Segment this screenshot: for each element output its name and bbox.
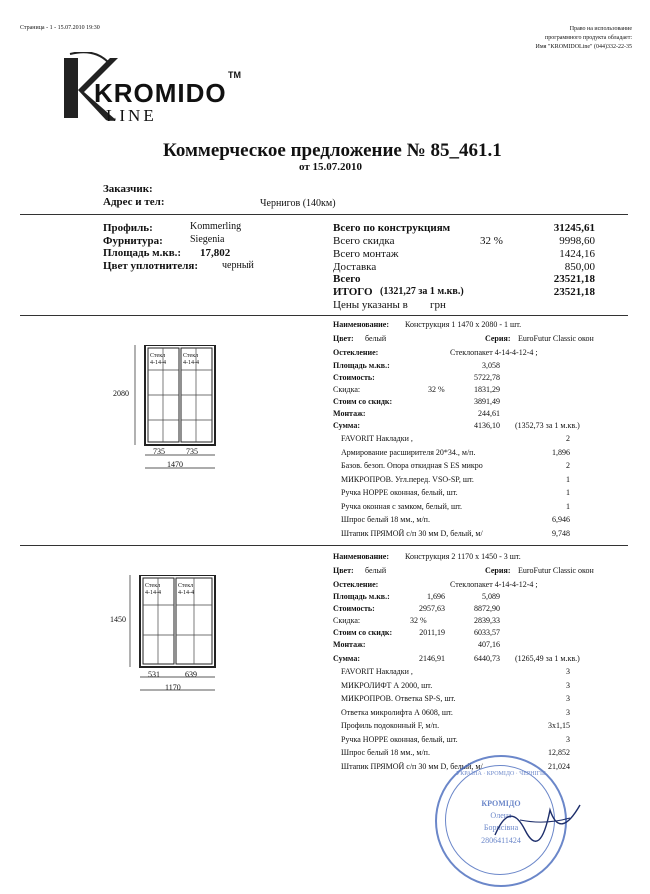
construction-2-height: 1450 xyxy=(110,615,126,624)
profile-label: Профиль: xyxy=(103,222,153,234)
c1-after-discount-value: 3891,49 xyxy=(474,397,500,406)
item-name: Ручка HOPPE оконная, белый, шт. xyxy=(341,488,458,497)
item-name: Профиль подоконный F, м/п. xyxy=(341,721,440,730)
page-title: Коммерческое предложение № 85_461.1 xyxy=(163,140,502,161)
construction-1-glass-label: Стекл xyxy=(183,353,199,359)
c1-name-label: Наименование: xyxy=(333,320,389,329)
construction-1-width-2: 735 xyxy=(186,447,198,456)
sum-value: 23521,18 xyxy=(553,273,595,285)
item-name: FAVORIT Накладки , xyxy=(341,434,413,443)
c1-color-value: белый xyxy=(365,334,387,343)
c1-glazing-value: Стеклопакет 4-14-4-12-4 ; xyxy=(450,348,538,357)
item-qty: 3 xyxy=(566,667,570,676)
sum-label: Всего xyxy=(333,273,361,285)
license-line-1: Право на использование xyxy=(569,26,632,32)
item-name: МИКРОПРОВ. Угл.перед. VSO-SP, шт. xyxy=(341,474,474,484)
page-line: Страница - 1 - 15.07.2010 19:30 xyxy=(20,25,100,31)
c1-color-label: Цвет: xyxy=(333,334,354,343)
construction-1-glass-label: 4-14-4 xyxy=(183,360,199,366)
c2-glazing-label: Остекление: xyxy=(333,580,379,589)
signature-icon xyxy=(490,790,590,850)
profile-value: Kommerling xyxy=(190,221,242,232)
discount-label: Всего скидка xyxy=(333,235,395,247)
item-name: Штапик ПРЯМОЙ с/п 30 мм D, белый, м/ xyxy=(341,528,483,538)
c1-series-value: EuroFutur Classic окон xyxy=(518,334,594,343)
divider xyxy=(20,214,628,215)
c2-montage-label: Монтаж: xyxy=(333,640,366,649)
c2-sum-value-total: 6440,73 xyxy=(474,654,500,663)
construction-1-glass-label: Стекл xyxy=(150,353,166,359)
c1-series-label: Серия: xyxy=(485,334,511,343)
c2-color-value: белый xyxy=(365,566,387,575)
total-constructions-label: Всего по конструкциям xyxy=(333,222,451,234)
c1-glazing-label: Остекление: xyxy=(333,348,379,357)
item-qty: 1 xyxy=(566,501,570,511)
c2-cost-value-unit: 2957,63 xyxy=(419,604,445,613)
license-line-2: программного продукта обладает: xyxy=(545,35,632,41)
c2-name-value: Конструкция 2 1170 x 1450 - 3 шт. xyxy=(405,552,521,561)
c1-discount-label: Скидка: xyxy=(333,385,361,394)
c1-area-value: 3,058 xyxy=(482,361,500,370)
construction-2-glass-label: Стекл xyxy=(178,583,194,589)
c2-sum-label: Сумма: xyxy=(333,654,360,663)
c2-discount-label: Скидка: xyxy=(333,616,361,625)
item-name: Шпрос белый 18 мм., м/п. xyxy=(341,515,430,524)
construction-1-width-total: 1470 xyxy=(167,460,183,469)
currency-label: Цены указаны в xyxy=(333,299,408,311)
area-value: 17,802 xyxy=(200,247,231,259)
hardware-value: Siegenia xyxy=(190,234,225,245)
c2-after-discount-label: Стоим со скидк: xyxy=(333,628,393,637)
area-label: Площадь м.кв.: xyxy=(103,247,182,259)
item-name: МИКРОПРОВ. Ответка SP-S, шт. xyxy=(341,694,456,703)
construction-2-glass-label: Стекл xyxy=(145,583,161,589)
c1-area-label: Площадь м.кв.: xyxy=(333,361,390,370)
item-name: МИКРОЛИФТ А 2000, шт. xyxy=(341,680,433,690)
itogo-per-m2: (1321,27 за 1 м.кв.) xyxy=(380,286,464,297)
stamp-line-3: Борисівна xyxy=(483,823,519,832)
construction-2-width-1: 531 xyxy=(148,670,160,679)
item-qty: 3 xyxy=(566,707,570,717)
stamp-line-4: 2806411424 xyxy=(481,836,521,845)
item-qty: 3 xyxy=(566,694,570,703)
c2-color-label: Цвет: xyxy=(333,566,354,575)
license-line-3: Имя "KROMIDOLine" (044)332-22-35 xyxy=(535,44,632,50)
construction-2-drawing xyxy=(110,575,230,705)
c2-name-label: Наименование: xyxy=(333,552,389,561)
address-label: Адрес и тел: xyxy=(103,196,165,208)
delivery-label: Доставка xyxy=(333,261,377,273)
construction-2-width-2: 639 xyxy=(185,670,197,679)
item-qty: 1,896 xyxy=(552,447,570,457)
currency-value: грн xyxy=(430,299,446,311)
c1-cost-value: 5722,78 xyxy=(474,373,500,382)
item-name: Штапик ПРЯМОЙ с/п 30 мм D, белый, м/ xyxy=(341,761,483,771)
divider xyxy=(20,545,628,546)
item-qty: 6,946 xyxy=(552,515,570,524)
itogo-label: ИТОГО xyxy=(333,286,373,298)
c2-discount-percent: 32 % xyxy=(410,616,427,625)
discount-value: 9998,60 xyxy=(559,235,595,247)
stamp-line-1: КРОМІДО xyxy=(481,799,521,808)
c1-after-discount-label: Стоим со скидк: xyxy=(333,397,393,406)
logo-line: LINE xyxy=(106,106,157,125)
construction-1-drawing xyxy=(110,345,230,475)
c2-cost-value-total: 8872,90 xyxy=(474,604,500,613)
address-value: Чернигов (140км) xyxy=(260,198,336,209)
logo-tm: TM xyxy=(228,70,241,80)
item-qty: 9,748 xyxy=(552,528,570,538)
item-qty: 12,852 xyxy=(548,748,570,757)
item-name: Шпрос белый 18 мм., м/п. xyxy=(341,748,430,757)
stamp-line-2: Олена xyxy=(490,811,512,820)
c1-montage-value: 244,61 xyxy=(478,409,500,418)
item-qty: 1 xyxy=(566,488,570,497)
c1-name-value: Конструкция 1 1470 x 2080 - 1 шт. xyxy=(405,320,522,329)
item-qty: 3 xyxy=(566,680,570,690)
item-name: Армирование расширителя 20*34., м/п. xyxy=(341,447,476,457)
c2-after-discount-unit: 2011,19 xyxy=(419,628,445,637)
logo-text: KROMIDO xyxy=(94,78,227,108)
delivery-value: 850,00 xyxy=(564,261,595,273)
discount-percent: 32 % xyxy=(480,235,503,247)
customer-label: Заказчик: xyxy=(103,183,153,195)
c1-montage-label: Монтаж: xyxy=(333,409,366,418)
item-name: Базов. безоп. Опора откидная S ES микро xyxy=(341,461,483,470)
c2-sum-per-m2: (1265,49 за 1 м.кв.) xyxy=(515,654,580,663)
construction-1-glass-label: 4-14-4 xyxy=(150,360,166,366)
c2-area-value-unit: 1,696 xyxy=(427,592,445,601)
c1-sum-per-m2: (1352,73 за 1 м.кв.) xyxy=(515,421,580,430)
c1-discount-percent: 32 % xyxy=(428,385,445,394)
c2-after-discount-total: 6033,57 xyxy=(474,628,500,637)
construction-2-glass-label: 4-14-4 xyxy=(145,590,161,596)
c1-sum-value: 4136,10 xyxy=(474,421,500,430)
montage-label: Всего монтаж xyxy=(333,248,399,260)
item-qty: 2 xyxy=(566,461,570,470)
construction-1-width-1: 735 xyxy=(153,447,165,456)
c2-series-label: Серия: xyxy=(485,566,511,575)
stamp-ring-text: УКРАЇНА · КРОМІДО · ЧЕРНІГІВ xyxy=(455,771,547,777)
logo xyxy=(60,52,250,124)
seal-label: Цвет уплотнителя: xyxy=(103,260,199,272)
seal-value: черный xyxy=(222,260,254,271)
construction-2-glass-label: 4-14-4 xyxy=(178,590,194,596)
item-qty: 2 xyxy=(566,434,570,443)
itogo-value: 23521,18 xyxy=(553,286,595,298)
item-name: Ручка HOPPE оконная, белый, шт. xyxy=(341,734,458,744)
item-name: Ручка оконная с замком, белый, шт. xyxy=(341,501,462,511)
item-name: FAVORIT Накладки , xyxy=(341,667,413,676)
total-constructions-value: 31245,61 xyxy=(553,222,595,234)
c1-discount-value: 1831,29 xyxy=(474,385,500,394)
item-name: Ответка микролифта А 0608, шт. xyxy=(341,707,453,717)
montage-value: 1424,16 xyxy=(559,248,595,260)
hardware-label: Фурнитура: xyxy=(103,235,163,247)
c2-area-value-total: 5,089 xyxy=(482,592,500,601)
c2-glazing-value: Стеклопакет 4-14-4-12-4 ; xyxy=(450,580,538,589)
c1-cost-label: Стоимость: xyxy=(333,373,375,382)
c2-area-label: Площадь м.кв.: xyxy=(333,592,390,601)
divider xyxy=(20,315,628,316)
item-qty: 1 xyxy=(566,474,570,484)
c2-cost-label: Стоимость: xyxy=(333,604,375,613)
construction-2-width-total: 1170 xyxy=(165,683,181,692)
construction-1-height: 2080 xyxy=(113,389,129,398)
c2-sum-value-unit: 2146,91 xyxy=(419,654,445,663)
item-qty: 3 xyxy=(566,734,570,744)
c2-series-value: EuroFutur Classic окон xyxy=(518,566,594,575)
item-qty: 21,024 xyxy=(548,761,570,771)
item-qty: 3x1,15 xyxy=(548,721,570,730)
doc-date: от 15.07.2010 xyxy=(299,161,363,173)
c2-montage-value: 407,16 xyxy=(478,640,500,649)
c1-sum-label: Сумма: xyxy=(333,421,360,430)
c2-discount-value: 2839,33 xyxy=(474,616,500,625)
